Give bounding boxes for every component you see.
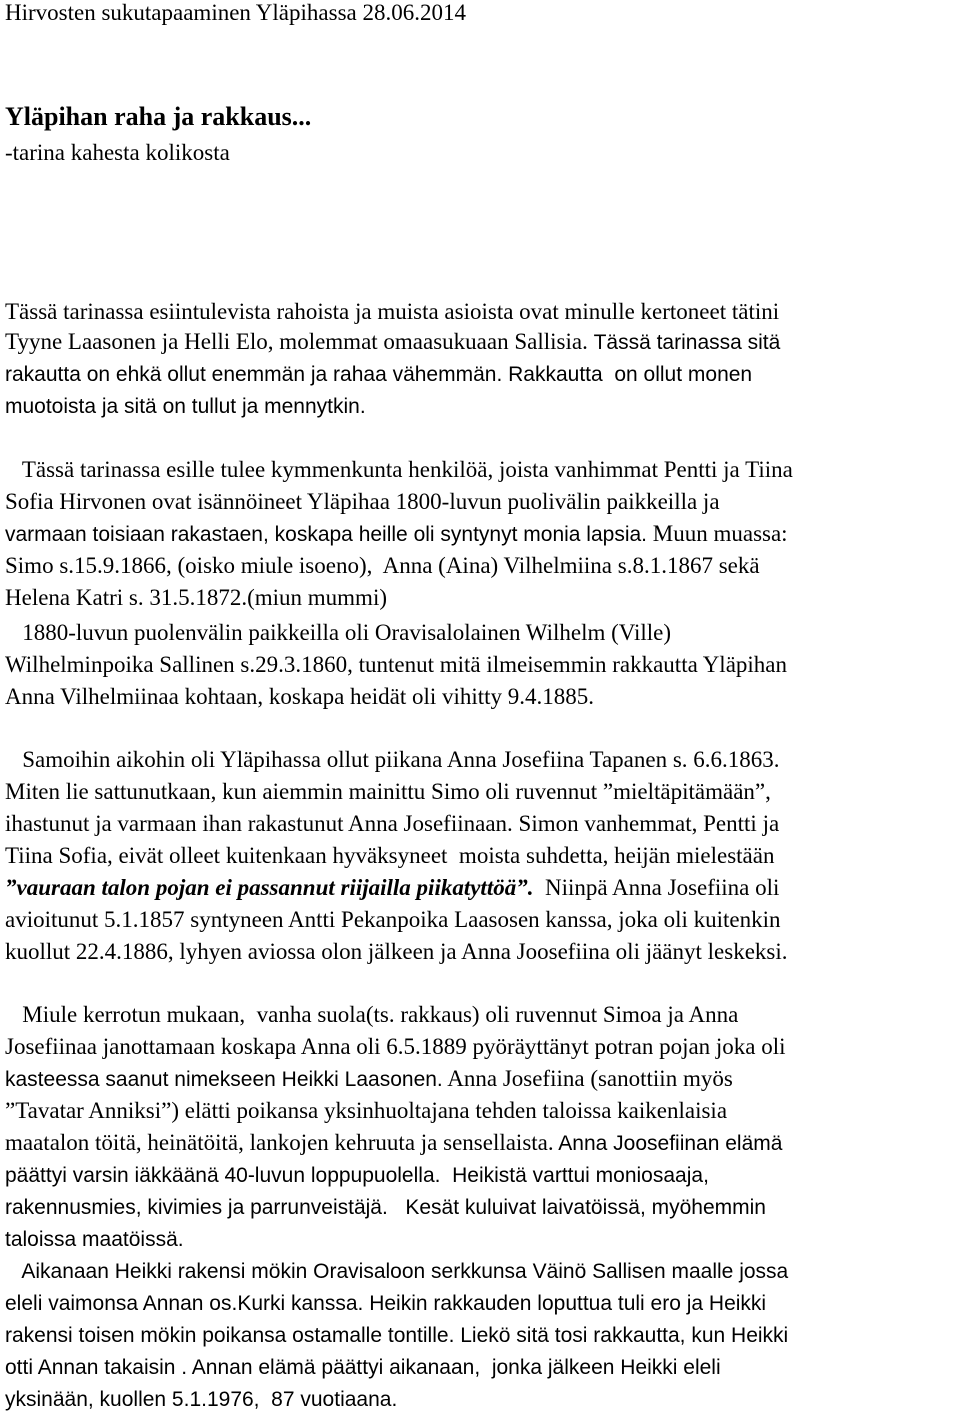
paragraph-1-line-2 [5, 329, 780, 356]
paragraph-4-line-3-serif: Anna Josefiina (sanottiin myös [442, 1066, 733, 1091]
paragraph-1-line-3-b: Rakkautta on ollut monen [502, 363, 753, 386]
paragraph-4-line-8: taloissa maatöissä. [5, 1228, 184, 1251]
paragraph-5-line-4-b: Annan elämä päättyi aikanaan, jonka jälkeen Heikki eleli [187, 1356, 721, 1379]
paragraph-3-line-4: Tiina Sofia, eivät olleet kuitenkaan hyväksyneet moista suhdetta, heijän mielestään [5, 843, 775, 868]
paragraph-3-line-1: Samoihin aikohin oli Yläpihassa ollut piikana Anna Josefiina Tapanen s. 6.6.1863. [5, 747, 780, 772]
paragraph-3-line-5 [5, 875, 779, 901]
paragraph-5-line-1: Aikanaan Heikki rakensi mökin Oravisaloon serkkunsa Väinö Sallisen maalle jossa [5, 1260, 789, 1283]
story-title: Yläpihan raha ja rakkaus... [5, 102, 312, 131]
paragraph-4-line-3-sans: kasteessa saanut nimekseen Heikki Laasonen. [5, 1068, 443, 1091]
paragraph-2-line-3-sans: varmaan toisiaan rakastaen, koskapa heille oli syntynyt monia lapsia. [5, 523, 648, 546]
paragraph-1-line-4: muotoista ja sitä on tullut ja mennytkin. [5, 395, 366, 418]
paragraph-5-line-2 [5, 1291, 766, 1317]
paragraph-2-line-3-serif: Muun muassa: [647, 521, 788, 546]
paragraph-2-line-3 [5, 521, 788, 548]
paragraph-1-line-2-serif: Tyyne Laasonen ja Helli Elo, molemmat omaasukuaan Sallisia. [5, 329, 594, 354]
paragraph-4-line-7-b: Kesät kuluivat laivatöissä, myöhemmin [387, 1196, 766, 1219]
paragraph-4-line-5-sans: Anna Joosefiinan elämä [553, 1132, 783, 1155]
paragraph-5-line-3 [5, 1323, 788, 1349]
paragraph-3-line-5-rest: Niinpä Anna Josefiina oli [533, 875, 780, 900]
paragraph-3-line-6: avioitunut 5.1.1857 syntyneen Antti Pekanpoika Laasosen kanssa, joka oli kuitenkin [5, 907, 781, 932]
paragraph-5-line-3-b: Liekö sitä tosi rakkautta, kun Heikki [454, 1324, 789, 1347]
paragraph-3-line-3: ihastunut ja varmaan ihan rakastunut Anna Josefiinaan. Simon vanhemmat, Pentti ja [5, 811, 780, 836]
paragraph-4-line-1: Miule kerrotun mukaan, vanha suola(ts. rakkaus) oli ruvennut Simoa ja Anna [5, 1002, 739, 1027]
paragraph-4-line-6-b: Heikistä varttui moniosaaja, [440, 1164, 709, 1187]
paragraph-2-line-2: Sofia Hirvonen ovat isännöineet Yläpihaa 1800-luvun puolivälin paikkeilla ja [5, 489, 720, 514]
paragraph-4-line-5 [5, 1130, 782, 1157]
paragraph-5-line-5: yksinään, kuollen 5.1.1976, 87 vuotiaana. [5, 1388, 398, 1411]
paragraph-2-line-5: Helena Katri s. 31.5.1872.(miun mummi) [5, 585, 387, 610]
paragraph-3-line-2: Miten lie sattunutkaan, kun aiemmin mainittu Simo oli ruvennut ”mieltäpitämään”, [5, 779, 771, 804]
paragraph-2-line-7: Wilhelminpoika Sallinen s.29.3.1860, tuntenut mitä ilmeisemmin rakkautta Yläpihan [5, 652, 787, 677]
event-title: Hirvosten sukutapaaminen Yläpihassa 28.06.2014 [5, 0, 466, 25]
paragraph-4-line-6 [5, 1163, 709, 1189]
paragraph-4-line-3 [5, 1066, 733, 1093]
paragraph-1-line-2-sans: Tässä tarinassa sitä [593, 331, 781, 354]
paragraph-4-line-4: ”Tavatar Anniksi”) elätti poikansa yksinhuoltajana tehden taloissa kaikenlaisia [5, 1098, 728, 1123]
paragraph-1-line-1: Tässä tarinassa esiintulevista rahoista ja muista asioista ovat minulle kertoneet tätini [5, 299, 780, 324]
paragraph-4-line-5-serif: maatalon töitä, heinätöitä, lankojen kehruuta ja sensellaista. [5, 1130, 554, 1155]
paragraph-2-line-4: Simo s.15.9.1866, (oisko miule isoeno), Anna (Aina) Vilhelmiina s.8.1.1867 sekä [5, 553, 760, 578]
paragraph-4-line-6-a: päättyi varsin iäkkäänä 40-luvun loppupuolella. [5, 1164, 441, 1187]
paragraph-3-line-7: kuollut 22.4.1886, lyhyen aviossa olon jälkeen ja Anna Joosefiina oli jäänyt leskeksi. [5, 939, 788, 964]
paragraph-2-line-8: Anna Vilhelmiinaa kohtaan, koskapa heidät oli vihitty 9.4.1885. [5, 684, 595, 709]
paragraph-4-line-7-a: rakennusmies, kivimies ja parrunveistäjä. [5, 1196, 388, 1219]
paragraph-1-line-3-a: rakautta on ehkä ollut enemmän ja rahaa vähemmän. [5, 363, 503, 386]
paragraph-5-line-3-a: rakensi toisen mökin poikansa ostamalle tontille. [5, 1324, 455, 1347]
paragraph-5-line-4 [5, 1355, 721, 1381]
paragraph-1-line-3 [5, 362, 752, 388]
paragraph-2-line-1: Tässä tarinassa esille tulee kymmenkunta henkilöä, joista vanhimmat Pentti ja Tiina [5, 457, 793, 482]
story-subtitle: -tarina kahesta kolikosta [5, 140, 230, 165]
paragraph-2-line-6: 1880-luvun puolenvälin paikkeilla oli Oravisalolainen Wilhelm (Ville) [5, 620, 672, 645]
paragraph-4-line-2: Josefiinaa janottamaan koskapa Anna oli 6.5.1889 pyöräyttänyt potran pojan joka oli [5, 1034, 786, 1059]
paragraph-5-line-2-a: eleli vaimonsa Annan os.Kurki kanssa. [5, 1292, 364, 1315]
paragraph-5-line-4-a: otti Annan takaisin . [5, 1356, 188, 1379]
paragraph-5-line-2-b: Heikin rakkauden loputtua tuli ero ja Heikki [363, 1292, 767, 1315]
paragraph-4-line-7 [5, 1195, 766, 1221]
quoted-saying: ”vauraan talon pojan ei passannut riijailla piikatyttöä”. [5, 875, 534, 900]
